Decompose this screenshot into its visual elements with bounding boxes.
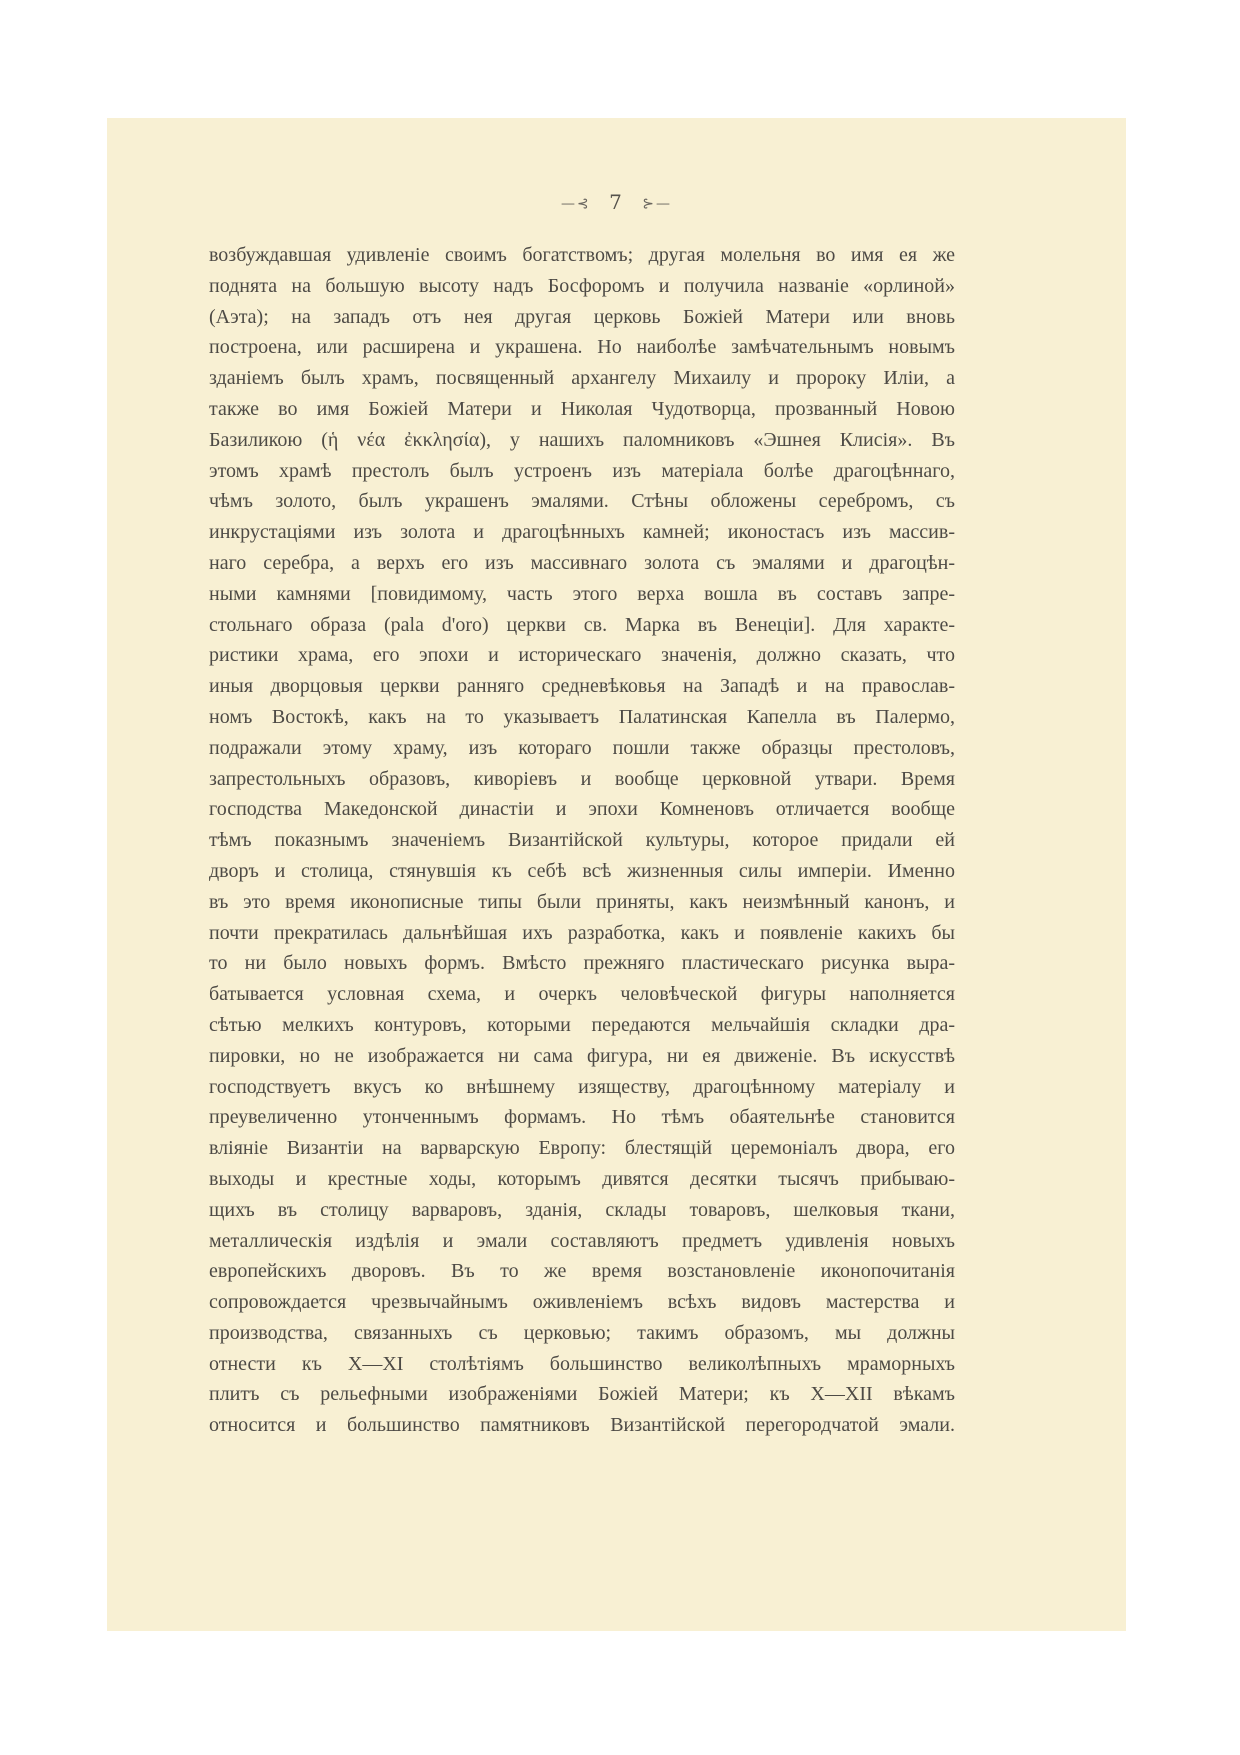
text-line: иныя дворцовыя церкви ранняго средневѣковья на Западѣ и на православ- — [209, 675, 955, 698]
text-line: наго серебра, а верхъ его изъ массивнаго золота съ эмалями и драгоцѣн- — [209, 551, 955, 574]
text-line: то ни было новыхъ формъ. Вмѣсто прежняго пластическаго рисунка выра- — [209, 952, 955, 975]
text-line: также во имя Божіей Матери и Николая Чудотворца, прозванный Новою — [209, 397, 955, 420]
text-line: этомъ храмѣ престолъ былъ устроенъ изъ матеріала болѣе драгоцѣннаго, — [209, 459, 955, 482]
text-line: Базиликою (ἡ νέα ἐκκλησία), у нашихъ паломниковъ «Эшнея Клисія». Въ — [209, 428, 955, 451]
text-line: ристики храма, его эпохи и историческаго значенія, должно сказать, что — [209, 644, 955, 667]
scanned-page — [107, 118, 1126, 1631]
text-line: зданіемъ былъ храмъ, посвященный архангелу Михаилу и пророку Иліи, а — [209, 367, 955, 390]
text-line: построена, или расширена и украшена. Но наиболѣе замѣчательнымъ новымъ — [209, 336, 955, 359]
text-line: относится и большинство памятниковъ Византійской перегородчатой эмали. — [209, 1414, 955, 1437]
text-line: стольнаго образа (pala d'oro) церкви св. Марка въ Венеціи]. Для характе- — [209, 613, 955, 636]
body-text — [209, 240, 955, 1441]
page-number: 7 — [609, 190, 624, 214]
text-line: вліяніе Византіи на варварскую Европу: блестящій церемоніалъ двора, его — [209, 1137, 955, 1160]
page-number-header — [107, 190, 1126, 214]
text-line: господства Македонской династіи и эпохи Комненовъ отличается вообще — [209, 798, 955, 821]
text-line: ными камнями [повидимому, часть этого верха вошла въ составъ запре- — [209, 582, 955, 605]
text-line: инкрустаціями изъ золота и драгоцѣнныхъ камней; иконостасъ изъ массив- — [209, 521, 955, 544]
text-line: тѣмъ показнымъ значеніемъ Византійской культуры, которое придали ей — [209, 829, 955, 852]
text-line: въ это время иконописные типы были приняты, какъ неизмѣнный канонъ, и — [209, 890, 955, 913]
text-line: плитъ съ рельефными изображеніями Божіей Матери; къ X—XII вѣкамъ — [209, 1383, 955, 1406]
text-line: пировки, но не изображается ни сама фигура, ни ея движеніе. Въ искусствѣ — [209, 1044, 955, 1067]
text-line: возбуждавшая удивленіе своимъ богатствомъ; другая молельня во имя ея же — [209, 244, 955, 266]
text-line: господствуетъ вкусъ ко внѣшнему изяществу, драгоцѣнному матеріалу и — [209, 1075, 955, 1098]
text-line: (Аэта); на западъ отъ нея другая церковь Божіей Матери или вновь — [209, 305, 955, 328]
text-line: выходы и крестные ходы, которымъ дивятся десятки тысячъ прибываю- — [209, 1167, 955, 1190]
text-line: запрестольныхъ образовъ, киворіевъ и вообще церковной утвари. Время — [209, 767, 955, 790]
text-line: подражали этому храму, изъ котораго пошли также образцы престоловъ, — [209, 736, 955, 759]
text-line: сопровождается чрезвычайнымъ оживленіемъ всѣхъ видовъ мастерства и — [209, 1291, 955, 1314]
text-line: европейскихъ дворовъ. Въ то же время возстановленіе иконопочитанія — [209, 1260, 955, 1283]
text-line: дворъ и столица, стянувшія къ себѣ всѣ жизненныя силы имперіи. Именно — [209, 859, 955, 882]
text-line: отнести къ X—XI столѣтіямъ большинство великолѣпныхъ мраморныхъ — [209, 1352, 955, 1375]
text-line: батывается условная схема, и очеркъ человѣческой фигуры наполняется — [209, 983, 955, 1006]
text-line: производства, связанныхъ съ церковью; такимъ образомъ, мы должны — [209, 1321, 955, 1344]
ornament-right-icon: ⊱— — [642, 195, 672, 212]
text-line: номъ Востокѣ, какъ на то указываетъ Палатинская Капелла въ Палермо, — [209, 705, 955, 728]
text-line: преувеличенно утонченнымъ формамъ. Но тѣмъ обаятельнѣе становится — [209, 1106, 955, 1129]
text-line: почти прекратилась дальнѣйшая ихъ разработка, какъ и появленіе какихъ бы — [209, 921, 955, 944]
ornament-left-icon: —⊰ — [561, 195, 591, 212]
text-line: металлическія издѣлія и эмали составляютъ предметъ удивленія новыхъ — [209, 1229, 955, 1252]
text-line: чѣмъ золото, былъ украшенъ эмалями. Стѣны обложены серебромъ, съ — [209, 490, 955, 513]
text-line: поднята на большую высоту надъ Босфоромъ и получила названіе «орлиной» — [209, 274, 955, 297]
text-line: щихъ въ столицу варваровъ, зданія, склады товаровъ, шелковыя ткани, — [209, 1198, 955, 1221]
text-line: сѣтью мелкихъ контуровъ, которыми передаются мельчайшія складки дра- — [209, 1013, 955, 1036]
